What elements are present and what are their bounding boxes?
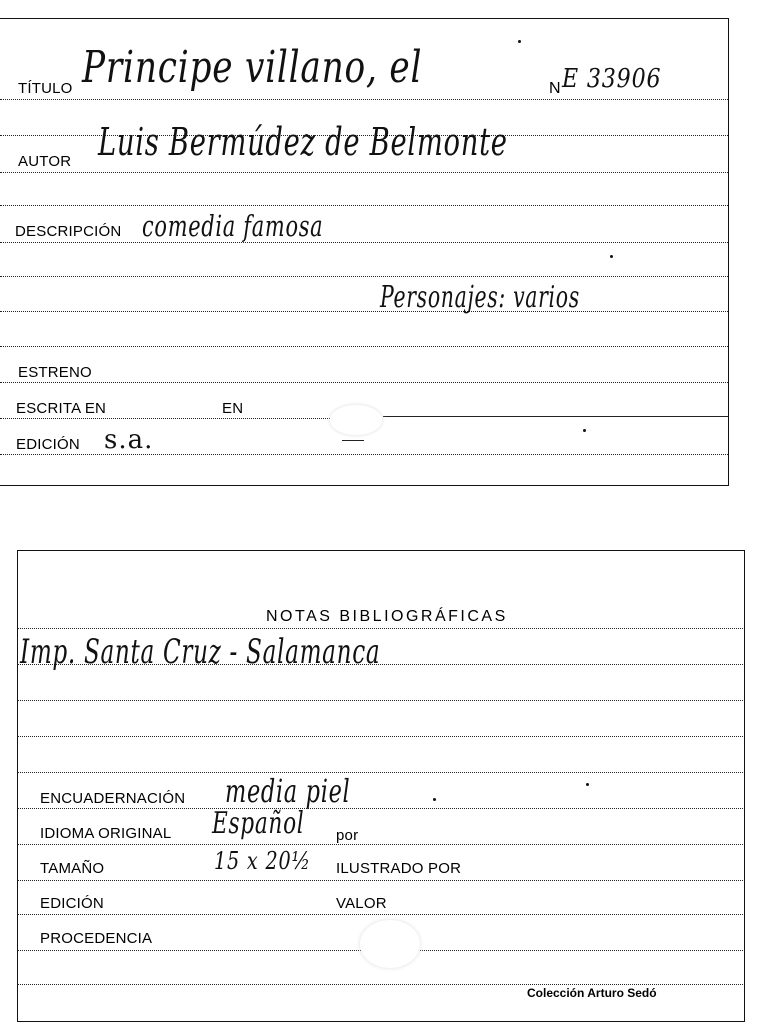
en-label: EN	[222, 400, 244, 417]
numero-label: N	[549, 80, 561, 97]
rule-line	[17, 700, 743, 701]
rule-line	[0, 276, 728, 277]
ink-speck	[610, 255, 613, 258]
rule-line	[0, 205, 728, 206]
idioma-value: Español	[212, 806, 305, 841]
escrita-en-label: ESCRITA EN	[16, 400, 107, 417]
rule-line	[0, 382, 728, 383]
numero-value: E 33906	[562, 64, 662, 94]
idioma-label: IDIOMA ORIGINAL	[40, 825, 172, 842]
estreno-label: ESTRENO	[18, 364, 92, 381]
valor-label: VALOR	[336, 895, 387, 912]
rule-line	[17, 628, 743, 629]
titulo-value: Principe villano, el	[82, 42, 423, 93]
erased-mark	[330, 405, 382, 435]
rule-line	[17, 984, 743, 985]
rule-line	[0, 172, 728, 173]
rule-line	[383, 416, 728, 417]
rule-line	[342, 440, 364, 441]
edicion-label: EDICIÓN	[40, 895, 104, 912]
rule-line	[0, 418, 330, 419]
edicion-label: EDICIÓN	[16, 436, 80, 453]
tamano-value: 15 x 20½	[214, 847, 311, 875]
ink-speck	[583, 429, 586, 432]
rule-line	[17, 772, 743, 773]
por-label: por	[336, 827, 359, 844]
rule-line	[17, 808, 743, 809]
collection-footer: Colección Arturo Sedó	[527, 986, 657, 1000]
autor-label: AUTOR	[18, 153, 72, 170]
erased-mark	[360, 920, 420, 968]
notas-value: Imp. Santa Cruz - Salamanca	[20, 632, 381, 672]
edicion-value: s.a.	[104, 425, 154, 455]
notas-heading: NOTAS BIBLIOGRÁFICAS	[266, 608, 508, 625]
tamano-label: TAMAÑO	[40, 860, 105, 877]
titulo-label: TÍTULO	[18, 80, 73, 97]
procedencia-label: PROCEDENCIA	[40, 930, 153, 947]
ink-speck	[433, 798, 436, 801]
catalog-card-back	[0, 540, 759, 1028]
rule-line	[17, 880, 743, 881]
descripcion-label: DESCRIPCIÓN	[15, 223, 122, 240]
catalog-card-front	[0, 0, 759, 495]
rule-line	[0, 99, 728, 100]
encuadernacion-label: ENCUADERNACIÓN	[40, 790, 186, 807]
ink-speck	[586, 783, 589, 786]
autor-value: Luis Bermúdez de Belmonte	[98, 120, 508, 164]
ilustrado-label: ILUSTRADO POR	[336, 860, 462, 877]
rule-line	[0, 242, 728, 243]
rule-line	[17, 736, 743, 737]
descripcion-value: comedia famosa	[142, 209, 324, 243]
rule-line	[0, 311, 728, 312]
personajes-value: Personajes: varios	[380, 280, 580, 315]
encuadernacion-value: media piel	[225, 772, 351, 810]
ink-speck	[518, 40, 521, 43]
rule-line	[17, 844, 743, 845]
rule-line	[0, 346, 728, 347]
rule-line	[17, 914, 743, 915]
